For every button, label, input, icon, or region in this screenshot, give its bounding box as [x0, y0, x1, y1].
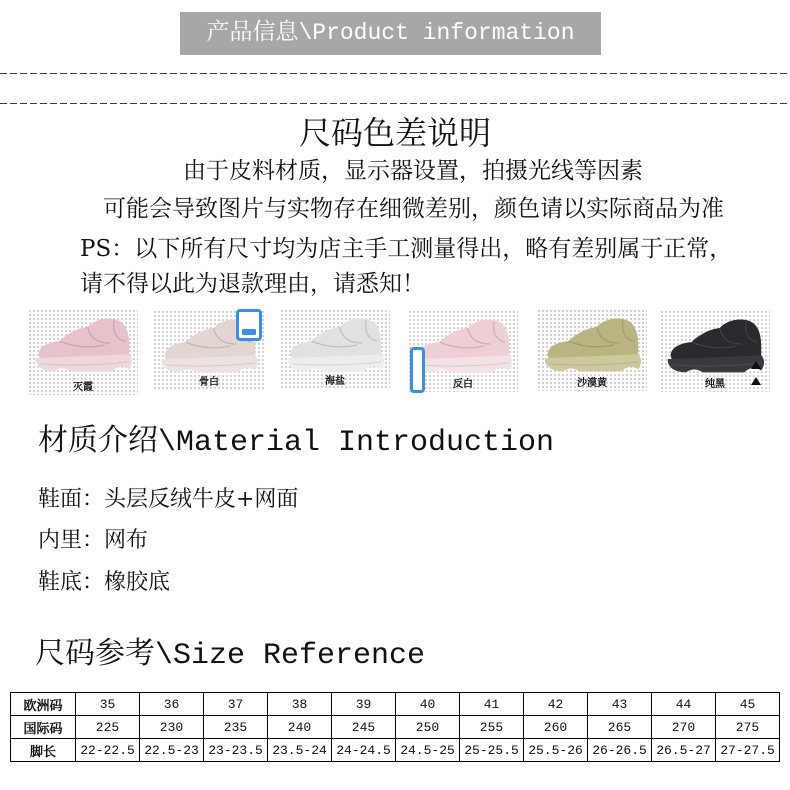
table-cell: 43	[588, 693, 652, 716]
colorway-label: 骨白	[199, 377, 219, 388]
table-cell: 23.5-24	[268, 739, 332, 762]
size-color-notice-title: 尺码色差说明	[298, 114, 491, 152]
colorway-label: 纯黑	[705, 379, 725, 390]
colorway-label: 反白	[453, 379, 473, 390]
table-cell: 26.5-27	[652, 739, 716, 762]
table-cell: 23-23.5	[204, 739, 268, 762]
table-cell: 225	[76, 716, 140, 739]
table-cell: 42	[524, 693, 588, 716]
table-cell: 270	[652, 716, 716, 739]
table-cell: 22.5-23	[140, 739, 204, 762]
dashed-divider-bottom	[0, 103, 790, 104]
table-cell: 260	[524, 716, 588, 739]
shoe-image	[537, 311, 647, 377]
blue-frame-decoration	[236, 309, 262, 341]
table-cell: 265	[588, 716, 652, 739]
table-cell: 26-26.5	[588, 739, 652, 762]
table-row-foot-length	[11, 739, 780, 762]
table-cell: 25-25.5	[460, 739, 524, 762]
table-cell: 245	[332, 716, 396, 739]
row-label: 国际码	[11, 716, 76, 739]
table-cell: 41	[460, 693, 524, 716]
colorway-thumbnail-3	[280, 309, 390, 389]
colorway-label: 沙漠黄	[577, 378, 607, 389]
table-cell: 27-27.5	[716, 739, 780, 762]
table-cell: 22-22.5	[76, 739, 140, 762]
colorway-label: 灭霞	[73, 382, 93, 393]
notice-line-3: PS：以下所有尺寸均为店主手工测量得出，略有差别属于正常，	[80, 236, 733, 262]
notice-line-4: 请不得以此为退款理由，请悉知！	[80, 271, 425, 297]
triangle-icon	[751, 377, 761, 385]
table-cell: 40	[396, 693, 460, 716]
table-row-eu	[11, 693, 780, 716]
material-upper: 鞋面：头层反绒牛皮+网面	[38, 487, 299, 512]
material-lining: 内里：网布	[38, 528, 149, 553]
table-cell: 37	[204, 693, 268, 716]
table-cell: 240	[268, 716, 332, 739]
table-cell: 39	[332, 693, 396, 716]
colorway-label: 海盐	[325, 376, 345, 387]
table-cell: 45	[716, 693, 780, 716]
notice-line-1: 由于皮料材质，显示器设置，拍摄光线等因素	[183, 158, 643, 184]
material-heading: 材质介绍\Material Introduction	[38, 426, 555, 460]
colorway-thumbnail-1	[28, 309, 138, 395]
table-cell: 24-24.5	[332, 739, 396, 762]
table-cell: 24.5-25	[396, 739, 460, 762]
table-cell: 235	[204, 716, 268, 739]
table-cell: 38	[268, 693, 332, 716]
size-table	[10, 692, 780, 762]
table-cell: 36	[140, 693, 204, 716]
shoe-image	[28, 311, 138, 377]
table-cell: 230	[140, 716, 204, 739]
product-info-banner: 产品信息\Product information	[180, 12, 601, 55]
row-label: 欧洲码	[11, 693, 76, 716]
table-cell: 275	[716, 716, 780, 739]
shoe-image	[280, 311, 390, 377]
material-outsole: 鞋底：橡胶底	[38, 570, 171, 595]
table-cell: 44	[652, 693, 716, 716]
table-cell: 250	[396, 716, 460, 739]
table-cell: 25.5-26	[524, 739, 588, 762]
size-heading: 尺码参考\Size Reference	[35, 639, 426, 673]
dashed-divider-top	[0, 73, 790, 74]
colorway-thumbnail-5	[537, 309, 647, 391]
table-row-international	[11, 716, 780, 739]
table-cell: 35	[76, 693, 140, 716]
notice-line-2: 可能会导致图片与实物存在细微差别，颜色请以实际商品为准	[103, 196, 724, 222]
triangle-icon	[751, 361, 761, 369]
table-cell: 255	[460, 716, 524, 739]
blue-frame-decoration	[410, 347, 425, 393]
row-label: 脚长	[11, 739, 76, 762]
